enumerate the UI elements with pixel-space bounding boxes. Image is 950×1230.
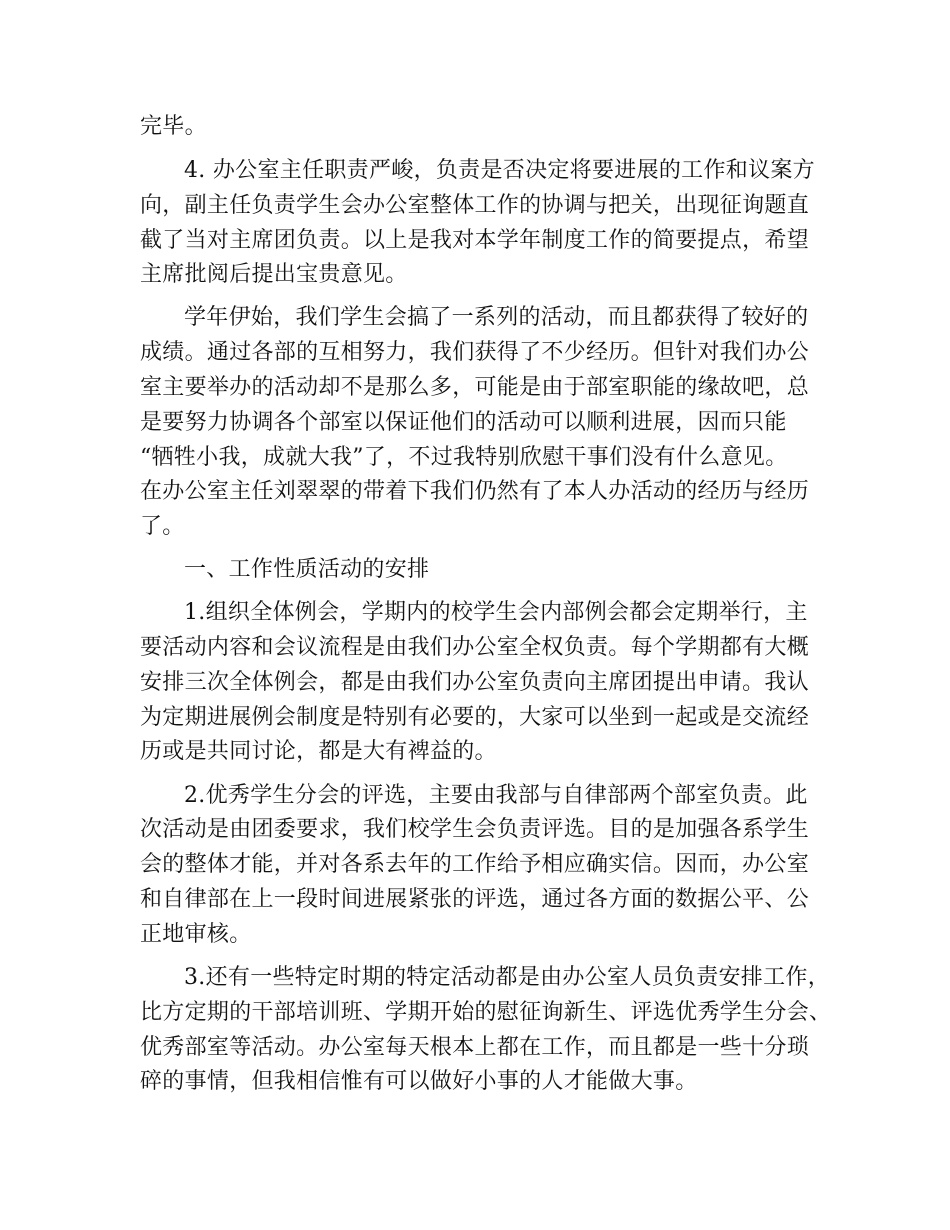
text-line: 次活动是由团委要求，我们校学生会负责评选。目的是加强各系学生 [140, 817, 810, 842]
paragraph-start-line: 2.优秀学生分会的评选，主要由我部与自律部两个部室负责。此 [184, 783, 808, 808]
text-line: 了。 [140, 514, 185, 539]
paragraph-start-line: 3.还有一些特定时期的特定活动都是由办公室人员负责安排工作， [184, 965, 830, 990]
text-line: 要活动内容和会议流程是由我们办公室全权负责。每个学期都有大概 [140, 635, 810, 660]
text-line: 完毕。 [140, 114, 207, 139]
text-line: 截了当对主席团负责。以上是我对本学年制度工作的简要提点，希望 [140, 228, 810, 253]
text-line: “牺牲小我，成就大我”了，不过我特别欣慰干事们没有什么意见。 [140, 445, 788, 470]
text-line: 为定期进展例会制度是特别有必要的，大家可以坐到一起或是交流经 [140, 705, 810, 730]
text-line: 会的整体才能，并对各系去年的工作给予相应确实信。因而，办公室 [140, 852, 810, 877]
text-line: 和自律部在上一段时间进展紧张的评选，通过各方面的数据公平、公 [140, 887, 810, 912]
paragraph-start-line: 学年伊始，我们学生会搞了一系列的活动，而且都获得了较好的 [184, 305, 809, 330]
text-line: 碎的事情，但我相信惟有可以做好小事的人才能做大事。 [140, 1069, 698, 1094]
text-line: 安排三次全体例会，都是由我们办公室负责向主席团提出申请。我认 [140, 670, 810, 695]
section-heading: 一、工作性质活动的安排 [184, 557, 430, 582]
text-line: 历或是共同讨论，都是大有裨益的。 [140, 739, 497, 764]
text-line: 室主要举办的活动却不是那么多，可能是由于部室职能的缘故吧，总 [140, 375, 810, 400]
text-line: 成绩。通过各部的互相努力，我们获得了不少经历。但针对我们办公 [140, 340, 810, 365]
text-line: 主席批阅后提出宝贵意见。 [140, 262, 408, 287]
text-line: 正地审核。 [140, 922, 252, 947]
text-line: 优秀部室等活动。办公室每天根本上都在工作，而且都是一些十分琐 [140, 1035, 810, 1060]
text-line: 比方定期的干部培训班、学期开始的慰征询新生、评选优秀学生分会、 [140, 1000, 832, 1025]
paragraph-start-line: 4. 办公室主任职责严峻，负责是否决定将要进展的工作和议案方 [184, 158, 815, 183]
text-line: 向，副主任负责学生会办公室整体工作的协调与把关，出现征询题直 [140, 193, 810, 218]
text-line: 在办公室主任刘翠翠的带着下我们仍然有了本人办活动的经历与经历 [140, 479, 810, 504]
paragraph-start-line: 1.组织全体例会，学期内的校学生会内部例会都会定期举行，主 [184, 600, 808, 625]
text-line: 是要努力协调各个部室以保证他们的活动可以顺利进展，因而只能 [140, 410, 787, 435]
